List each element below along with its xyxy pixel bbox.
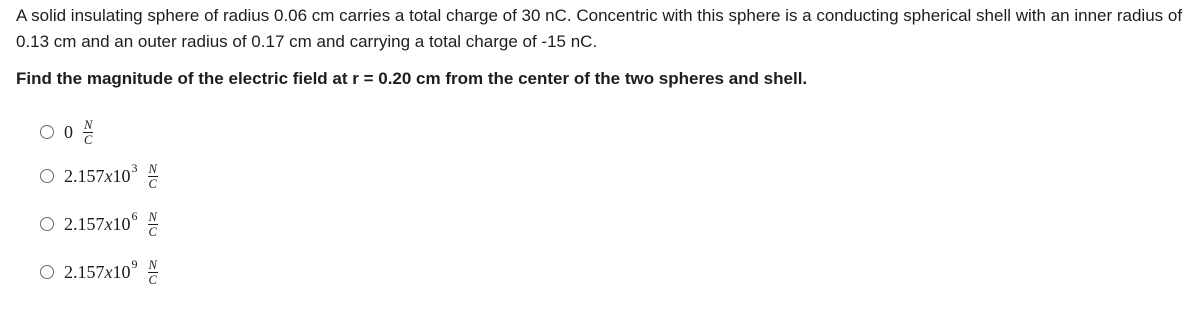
radio-button[interactable] — [40, 125, 54, 139]
exponent-base: 10 — [112, 165, 131, 186]
answer-value — [64, 256, 158, 287]
unit-denominator: C — [148, 176, 157, 191]
radio-button[interactable] — [40, 217, 54, 231]
exponent-base: 10 — [112, 261, 131, 282]
answer-value — [64, 208, 158, 239]
unit-denominator: C — [148, 272, 157, 287]
question-prompt: Find the magnitude of the electric field at r = 0.20 cm from the center of the two spheres and shell. — [16, 69, 808, 88]
times-symbol: x — [104, 213, 113, 234]
radio-button[interactable] — [40, 169, 54, 183]
times-symbol: x — [104, 261, 113, 282]
times-symbol: x — [104, 165, 113, 186]
answer-option-2[interactable] — [40, 152, 440, 200]
question-text: A solid insulating sphere of radius 0.06 cm carries a total charge of 30 nC. Concentric with this sphere is a conducting spherical shell with an inner radius of 0.13 cm and an outer radius of 0.17 cm and carrying a total charge of -15 nC. — [16, 6, 1183, 51]
answer-option-1[interactable] — [40, 112, 440, 152]
answer-coefficient: 2.157 — [64, 213, 105, 234]
answer-option-3[interactable] — [40, 200, 440, 248]
answer-value — [64, 160, 158, 191]
answer-value — [64, 119, 93, 146]
unit-fraction — [83, 119, 93, 146]
radio-button[interactable] — [40, 265, 54, 279]
unit-numerator: N — [148, 161, 157, 176]
unit-numerator: N — [84, 117, 93, 132]
unit-denominator: C — [84, 132, 93, 147]
exponent: 6 — [131, 208, 138, 223]
exponent: 9 — [131, 256, 138, 271]
answer-coefficient: 2.157 — [64, 165, 105, 186]
answer-options — [40, 112, 440, 296]
unit-fraction — [148, 211, 158, 238]
unit-numerator: N — [148, 209, 157, 224]
exponent: 3 — [131, 160, 138, 175]
exponent-base: 10 — [112, 213, 131, 234]
answer-option-4[interactable] — [40, 248, 440, 296]
answer-coefficient: 2.157 — [64, 261, 105, 282]
answer-coefficient: 0 — [64, 121, 73, 142]
unit-fraction — [148, 259, 158, 286]
unit-numerator: N — [148, 257, 157, 272]
unit-denominator: C — [148, 224, 157, 239]
unit-fraction — [148, 163, 158, 190]
